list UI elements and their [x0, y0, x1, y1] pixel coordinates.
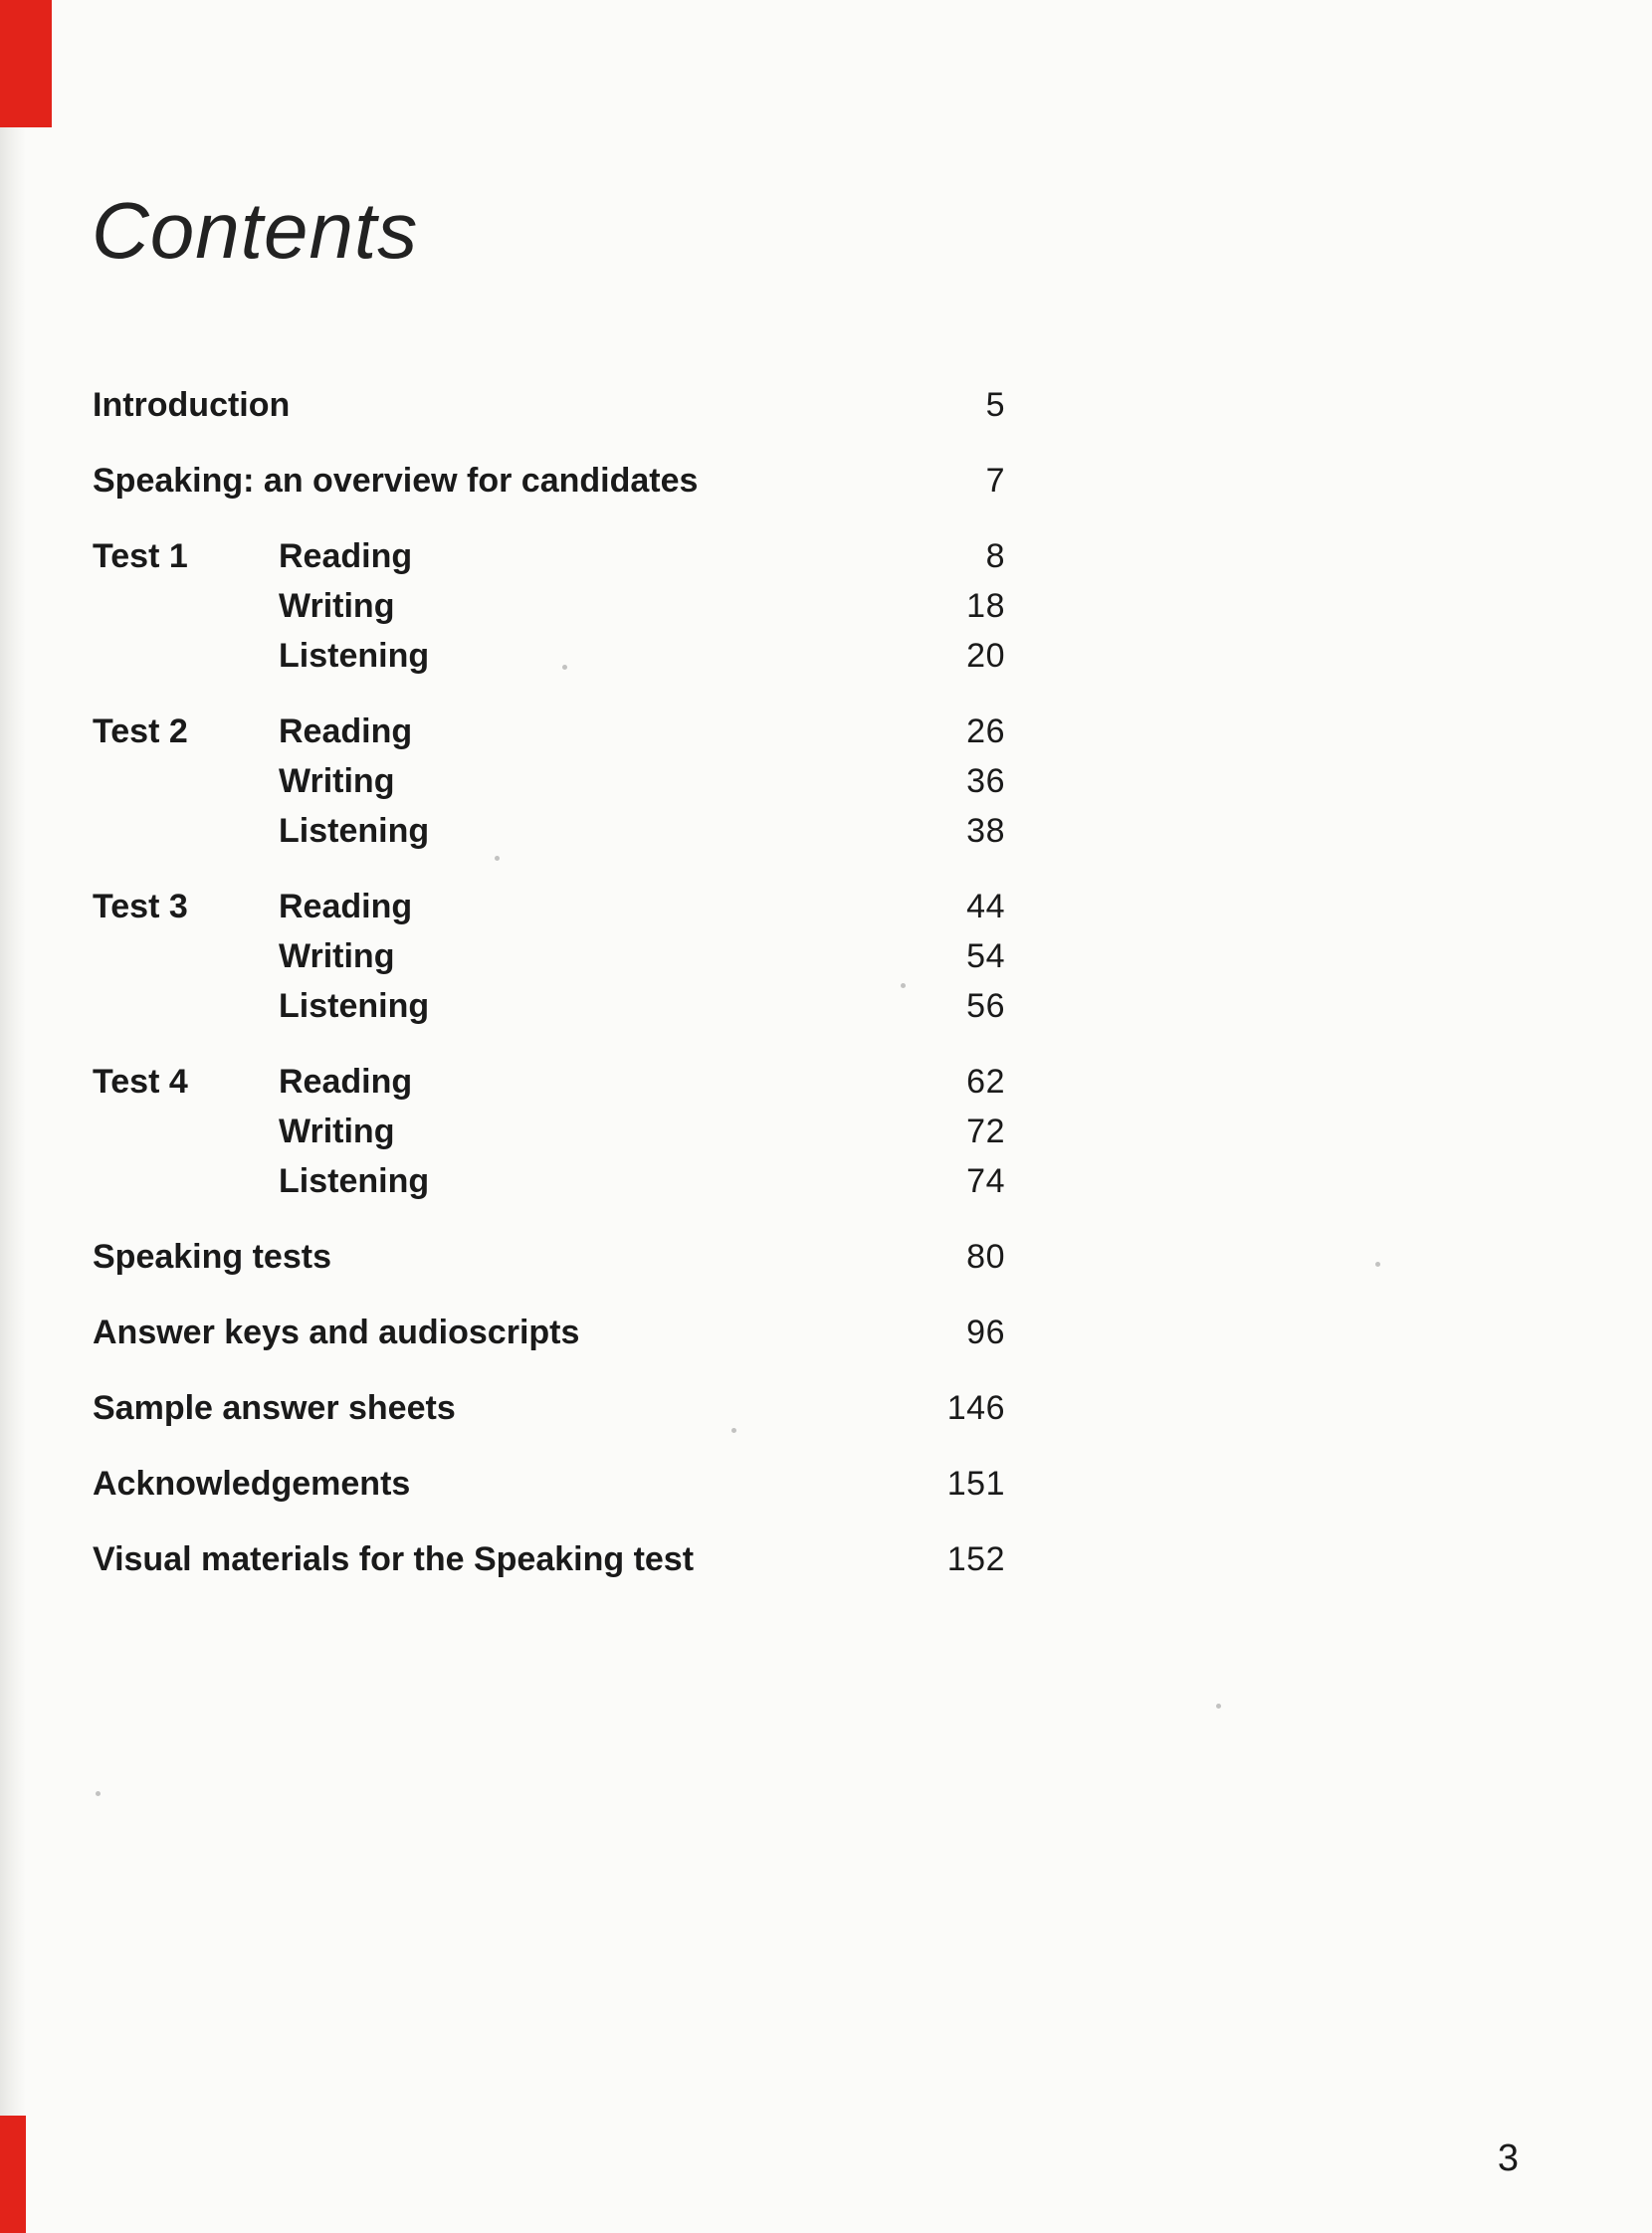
toc-group-test-2	[93, 707, 1005, 856]
toc-subentry-page: 38	[966, 811, 1005, 850]
toc-group-row	[93, 1156, 1005, 1206]
toc-subentry-label: Reading	[279, 536, 413, 575]
toc-entry-page: 5	[985, 385, 1005, 424]
scan-speck	[495, 856, 500, 861]
toc-entry-speaking-overview	[93, 456, 1005, 506]
toc-subentry-label: Writing	[279, 586, 395, 625]
toc-subentry-page: 44	[966, 887, 1005, 925]
toc-subentry-page: 26	[966, 711, 1005, 750]
toc-group-row	[93, 806, 1005, 856]
toc-entry-label: Speaking tests	[93, 1237, 331, 1276]
toc-entry-label: Visual materials for the Speaking test	[93, 1539, 695, 1578]
toc-entry-speaking-tests	[93, 1232, 1005, 1282]
toc-subentry-page: 36	[966, 761, 1005, 800]
toc-entry-introduction	[93, 380, 1005, 430]
toc-subentry-label: Listening	[279, 1161, 430, 1200]
scan-speck	[562, 665, 567, 670]
toc-entry-label: Introduction	[93, 385, 291, 424]
page-title: Contents	[92, 186, 419, 275]
scan-speck	[731, 1428, 736, 1433]
toc-test-label: Test 3	[93, 887, 188, 925]
toc-group-test-1	[93, 531, 1005, 681]
scan-speck	[901, 983, 906, 988]
toc-group-row	[93, 1107, 1005, 1156]
toc-entry-visual-materials	[93, 1534, 1005, 1584]
toc-entry-page: 96	[966, 1313, 1005, 1351]
toc-subentry-label: Listening	[279, 811, 430, 850]
toc-subentry-label: Listening	[279, 986, 430, 1025]
toc-group-row	[93, 531, 1005, 581]
toc-entry-label: Sample answer sheets	[93, 1388, 456, 1427]
toc-test-label: Test 1	[93, 536, 188, 575]
toc-subentry-page: 18	[966, 586, 1005, 625]
toc-subentry-page: 74	[966, 1161, 1005, 1200]
toc-subentry-page: 20	[966, 636, 1005, 675]
scan-speck	[96, 1791, 101, 1796]
cover-red-strip-bottom	[0, 2116, 26, 2233]
toc-entry-answer-keys	[93, 1308, 1005, 1357]
toc-subentry-label: Reading	[279, 1062, 413, 1101]
toc-group-test-3	[93, 882, 1005, 1031]
scan-speck	[1216, 1704, 1221, 1709]
toc-entry-page: 152	[946, 1539, 1005, 1578]
toc-group-row	[93, 707, 1005, 756]
toc-entry-label: Answer keys and audioscripts	[93, 1313, 580, 1351]
toc-group-row	[93, 931, 1005, 981]
toc-subentry-label: Listening	[279, 636, 430, 675]
page-number: 3	[1497, 2137, 1519, 2179]
toc-subentry-page: 56	[966, 986, 1005, 1025]
toc-entry-label: Speaking: an overview for candidates	[93, 461, 699, 500]
toc-group-row	[93, 1057, 1005, 1107]
toc-test-label: Test 4	[93, 1062, 188, 1101]
toc-subentry-label: Writing	[279, 761, 395, 800]
toc-entry-sample-answer-sheets	[93, 1383, 1005, 1433]
toc-group-row	[93, 981, 1005, 1031]
toc-entry-page: 146	[946, 1388, 1005, 1427]
toc-entry-label: Acknowledgements	[93, 1464, 411, 1503]
toc-entry-acknowledgements	[93, 1459, 1005, 1509]
toc-entry-page: 80	[966, 1237, 1005, 1276]
toc-group-row	[93, 581, 1005, 631]
toc-entry-page: 7	[985, 461, 1005, 500]
table-of-contents	[93, 380, 1005, 1610]
toc-subentry-page: 62	[966, 1062, 1005, 1101]
scan-speck	[1375, 1262, 1380, 1267]
scan-left-edge	[0, 0, 26, 2233]
toc-subentry-page: 8	[985, 536, 1005, 575]
cover-red-strip-top	[0, 0, 52, 127]
toc-group-row	[93, 631, 1005, 681]
toc-group-test-4	[93, 1057, 1005, 1206]
toc-subentry-page: 54	[966, 936, 1005, 975]
toc-subentry-label: Writing	[279, 936, 395, 975]
toc-test-label: Test 2	[93, 711, 188, 750]
toc-group-row	[93, 756, 1005, 806]
toc-subentry-label: Reading	[279, 711, 413, 750]
toc-subentry-label: Writing	[279, 1112, 395, 1150]
toc-group-row	[93, 882, 1005, 931]
toc-subentry-label: Reading	[279, 887, 413, 925]
toc-subentry-page: 72	[966, 1112, 1005, 1150]
toc-entry-page: 151	[946, 1464, 1005, 1503]
